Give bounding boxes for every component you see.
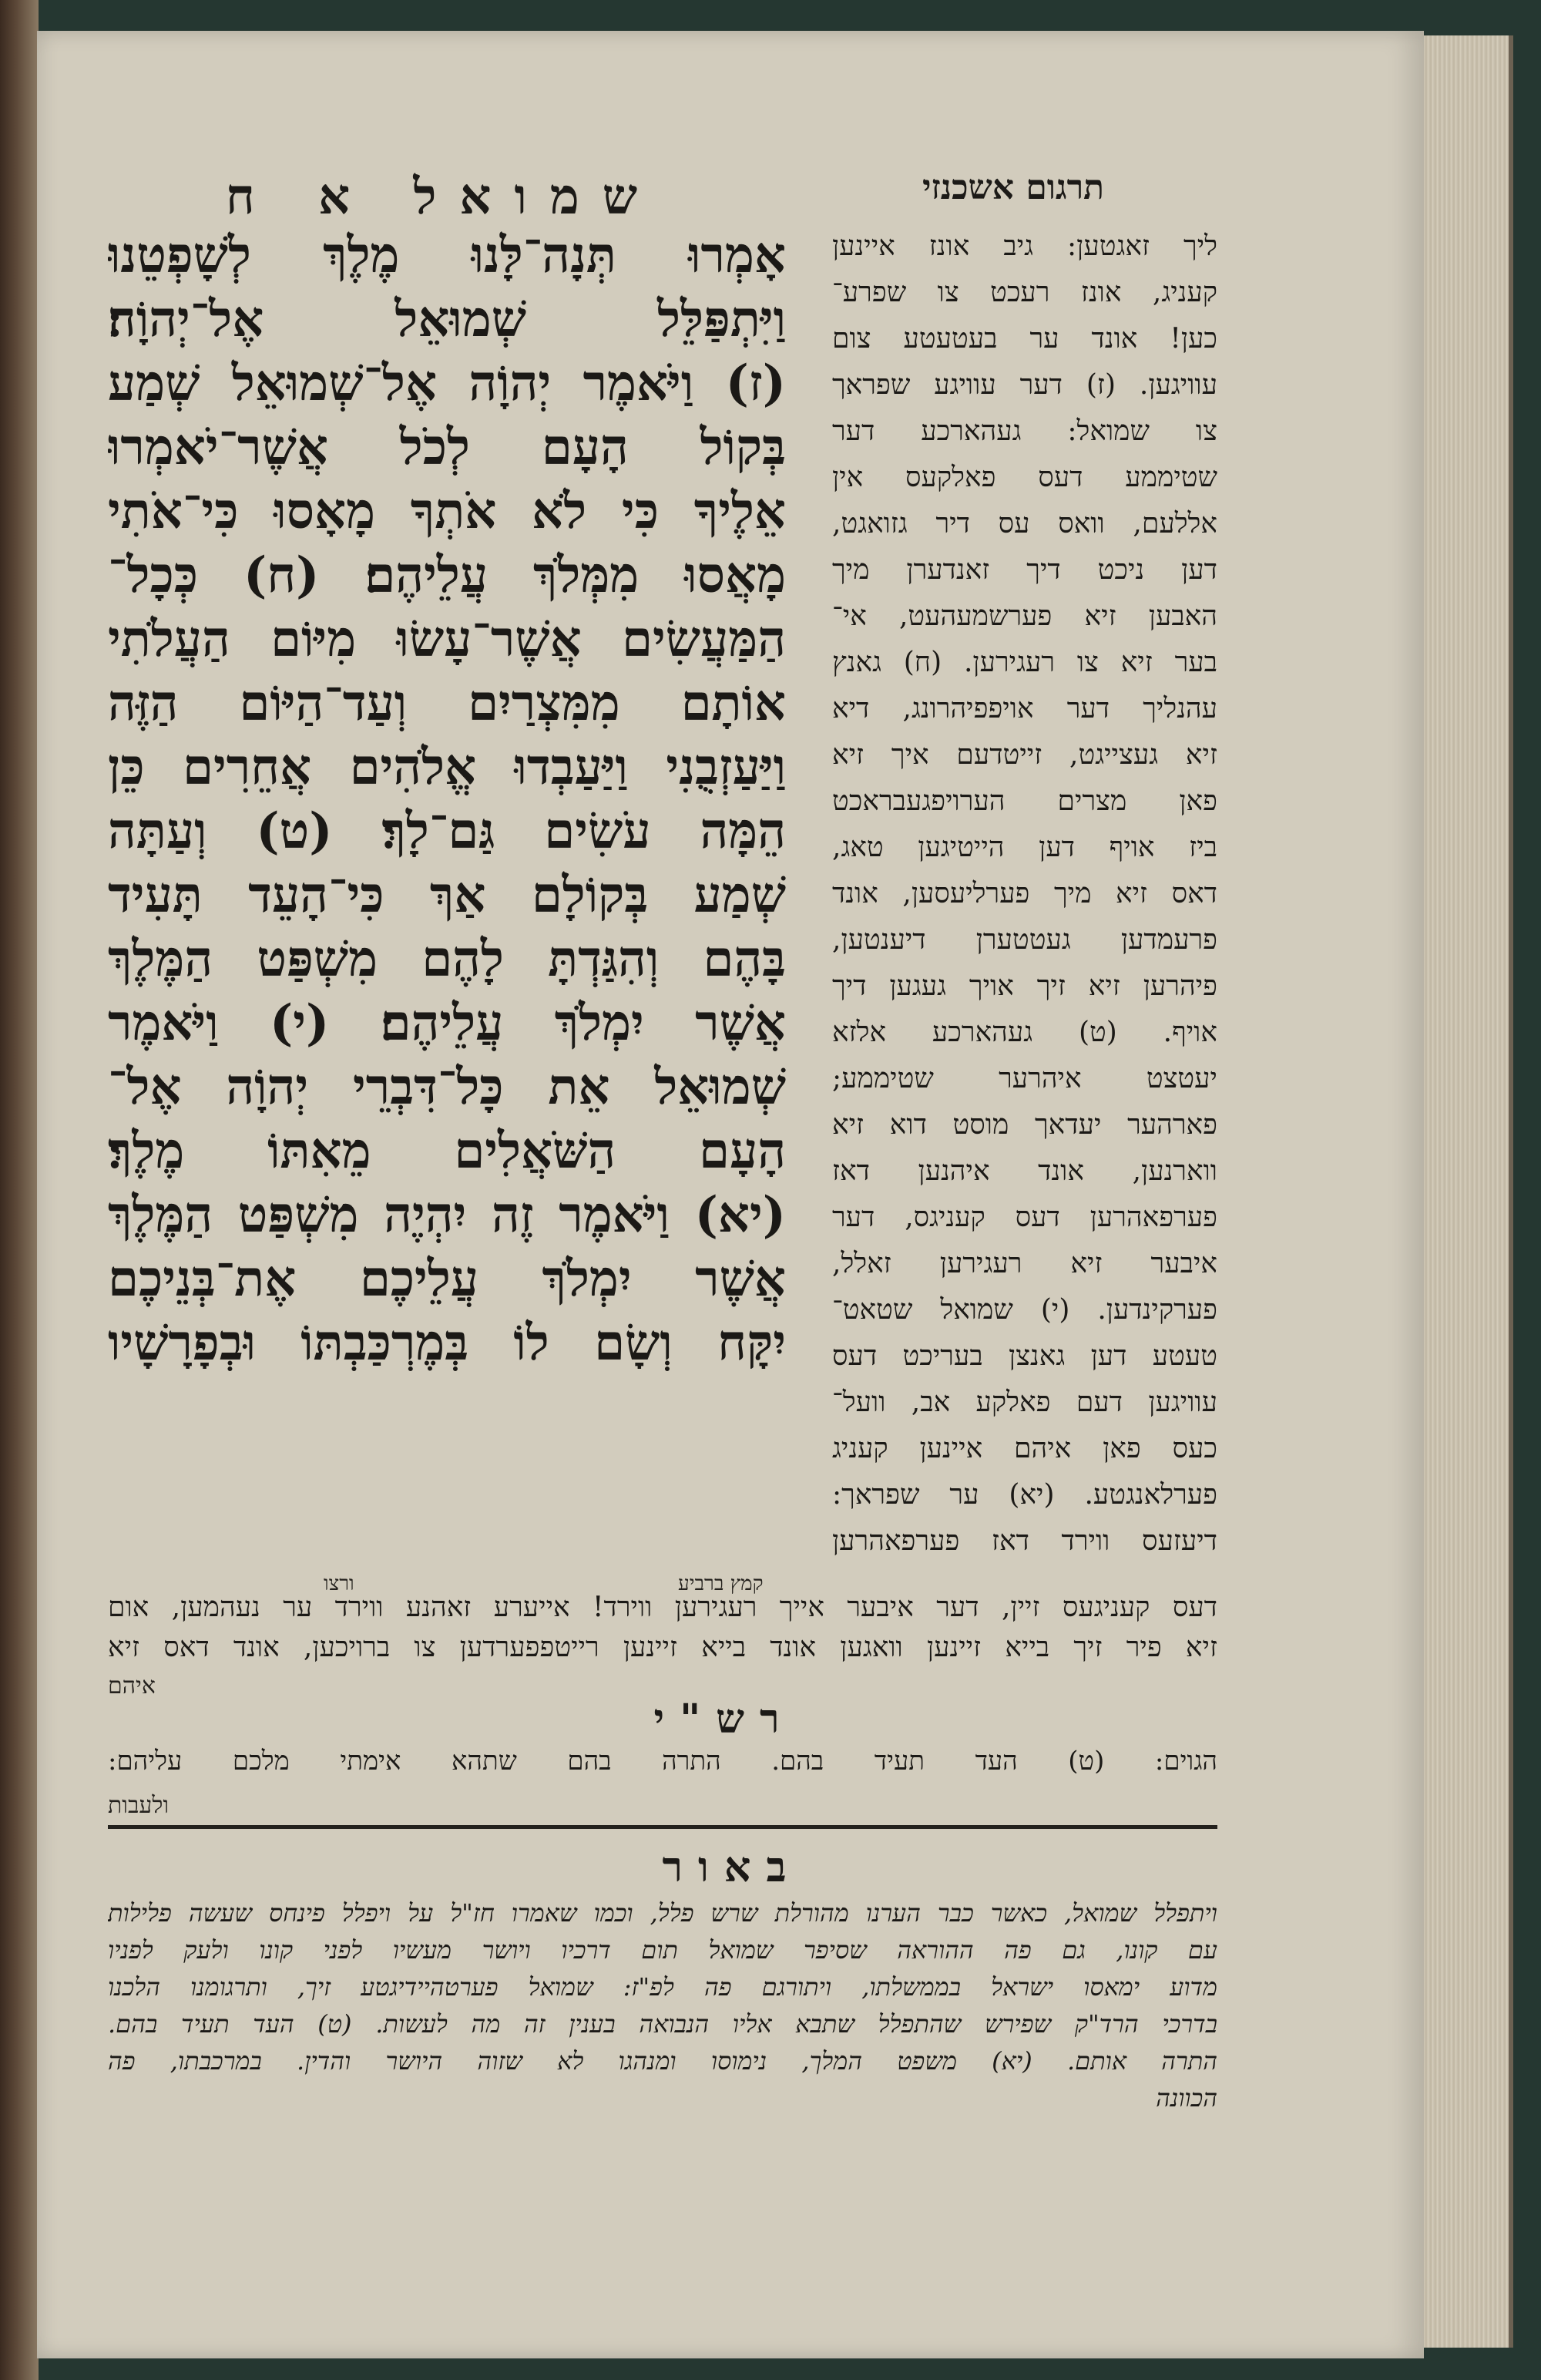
translation-line: טעטע דען גאנצן בעריכט דעס xyxy=(832,1340,1217,1372)
bible-catchword: ורצו xyxy=(324,1572,354,1595)
bible-line: הַמַּעֲשִׂים אֲשֶׁר־עָשׂוּ מִיּוֹם הַעֲלֹתִי xyxy=(108,610,786,668)
bible-line: אֲשֶׁר יִמְלֹךְ עֲלֵיהֶם׃ (י) וַיֹּאמֶר xyxy=(108,994,786,1052)
translation-line: כעס פאן איהם איינען קעניג xyxy=(832,1433,1217,1464)
bible-line: וַיַּעַזְבֻנִי וַיַּעַבְדוּ אֱלֹהִים אֲחֵרִים כֵּן xyxy=(108,738,786,796)
bible-line: אֲשֶׁר יִמְלֹךְ עֲלֵיכֶם אֶת־בְּנֵיכֶם xyxy=(108,1250,786,1308)
bible-line: (ז) וַיֹּאמֶר יְהוָֹה אֶל־שְׁמוּאֵל שְׁמַע xyxy=(108,355,786,412)
bible-line: בְּקוֹל הָעָם לְכֹל אֲשֶׁר־יֹאמְרוּ xyxy=(108,419,786,476)
translation-line: דען ניכט דיך זאנדערן מיך xyxy=(832,554,1217,586)
bible-line: מָאֲסוּ מִמְּלֹךְ עֲלֵיהֶם׃ (ח) כְּכָל־ xyxy=(108,546,786,604)
bible-line: בָּהֶם וְהִגַּדְתָּ לָהֶם מִשְׁפַּט הַמֶּלֶךְ xyxy=(108,930,786,988)
translation-line: כען! אונד ער בעטעטע צום xyxy=(832,323,1217,355)
biur-commentary xyxy=(108,1894,1217,2116)
translation-line: ביז אויף דען הייטיגען טאג, xyxy=(832,832,1217,863)
bible-line: הֵמָּה עֹשִׂים גַּם־לָךְ׃ (ט) וְעַתָּה xyxy=(108,802,786,860)
rashi-catchword: ולעבות xyxy=(108,1792,170,1819)
translation-line: פארהער יעדאך מוסט דוא זיא xyxy=(832,1109,1217,1141)
bible-line: (יא) וַיֹּאמֶר זֶה יִהְיֶה מִשְׁפַּט הַמֶּלֶךְ xyxy=(108,1186,786,1244)
translation-line: פערקינדען. (י) שמואל שטאט־ xyxy=(832,1294,1217,1326)
translation-line: בער זיא צו רעגירען. (ח) גאנץ xyxy=(832,647,1217,678)
translation-title-header: תרגום אשכנזי xyxy=(922,168,1105,207)
translation-full-line: דעס קעניגעס זיין, דער איבער אייך רעגירען ווירד! אייערע זאהנע ווירד ער נעהמען, אום xyxy=(108,1592,1217,1623)
translation-line: שטיממע דעס פאלקעס אין xyxy=(832,462,1217,493)
bible-line: אָמְרוּ תְּנָה־לָּנוּ מֶלֶךְ לְשָׁפְטֵנוּ xyxy=(108,227,786,284)
translation-line: דאס זיא מיך פערליעסען, אונד xyxy=(832,878,1217,909)
translation-line: אללעם, וואס עס דיר גזואגט, xyxy=(832,508,1217,540)
translation-line: יעטצט איהרער שטיממע; xyxy=(832,1063,1217,1094)
translation-line: קעניג, אונז רעכט צו שפרע־ xyxy=(832,277,1217,308)
bible-line: שְׁמוּאֵל אֵת כָּל־דִּבְרֵי יְהוָֹה אֶל־ xyxy=(108,1058,786,1116)
translation-line: פרעמדען געטטערן דיענטען, xyxy=(832,924,1217,956)
translation-line: איבער זיא רעגירען זאלל, xyxy=(832,1248,1217,1279)
translation-line: פאן מצרים הערויפגעבראכט xyxy=(832,785,1217,817)
translation-line: פערפאהרען דעס קעניגס, דער xyxy=(832,1202,1217,1233)
book-title-header: שמואל א ח xyxy=(225,168,661,226)
translation-line: ווארנען, אונד איהנען דאז xyxy=(832,1155,1217,1187)
translation-line: עוויגען. (ז) דער עוויגע שפראך xyxy=(832,369,1217,401)
translation-line: זיא געצייגט, זייטדעם איך זיא xyxy=(832,739,1217,771)
section-divider xyxy=(108,1825,1217,1829)
translation-full-line: זיא פיר זיך בייא זיינען וואגען אונד בייא זיינען רייטפפערדען צו ברויכען, אונד דאס זיא xyxy=(108,1632,1217,1663)
translation-line: ליך זאגטען: גיב אונז איינען xyxy=(832,230,1217,262)
translation-line: אויף. (ט) געהארכע אלזא xyxy=(832,1017,1217,1048)
translation-line: פערלאנגטע. (יא) ער שפראך: xyxy=(832,1479,1217,1511)
translation-line: פיהרען זיא זיך אויך געגען דיך xyxy=(832,970,1217,1002)
bible-line: שְׁמַע בְּקוֹלָם אַךְ כִּי־הָעֵד תָּעִיד xyxy=(108,866,786,924)
biur-line: הכוונה xyxy=(1156,2083,1217,2113)
biur-line: ויתפלל שמואל, כאשר כבר הערנו מהורלת שרש פלל, וכמו שאמרו חז"ל על ויפלל פינחס שעשה פלילות xyxy=(108,1898,1217,1928)
page-edges xyxy=(1424,35,1513,2348)
biur-title: באור xyxy=(662,1842,802,1891)
translation-catchword: איהם xyxy=(108,1672,156,1699)
bible-line: הָעָם הַשֹּׁאֲלִים מֵאִתּוֹ מֶלֶךְ׃ xyxy=(108,1122,786,1180)
translation-line: דיעזעס ווירד דאז פערפאהרען xyxy=(832,1525,1217,1557)
rashi-title: רש"י xyxy=(653,1696,795,1743)
translation-line: צו שמואל: געהארכע דער xyxy=(832,415,1217,447)
translation-text-column xyxy=(832,224,1217,1565)
biur-line: התרה אותם. (יא) משפט המלך, נימוסו ומנהגו לא שזוה היושר והדין. במרכבתו, פה xyxy=(108,2046,1217,2076)
biur-line: בדרכי הרד"ק שפירש שהתפלל שתבא אליו הנבואה בענין זה מה לעשות. (ט) העד תעיד בהם. xyxy=(108,2009,1217,2039)
book-binding-left xyxy=(0,0,39,2380)
rashi-commentary: הגוים: (ט) העד תעיד בהם. התרה בהם שתהא אימתי מלכם עליהם: xyxy=(108,1746,1217,1777)
bible-line: יִקָּח וְשָׂם לוֹ בְּמֶרְכַּבְתּוֹ וּבְפָרָשָׁיו xyxy=(108,1314,786,1372)
biur-line: מדוע ימאסו ישראל בממשלתו, ויתורגם פה לפ"ז: שמואל פערטהיידיגטע זיך, ותרגומנו הלכנו xyxy=(108,1972,1217,2002)
bible-text-column xyxy=(108,224,786,1375)
translation-line: האבען זיא פערשמעהעט, אי־ xyxy=(832,600,1217,632)
bible-line: אוֹתָם מִמִּצְרַיִם וְעַד־הַיּוֹם הַזֶּה xyxy=(108,674,786,732)
translation-line: עוויגען דעם פאלקע אב, וועל־ xyxy=(832,1387,1217,1418)
translation-line: עהנליך דער אויפפיהרונג, דיא xyxy=(832,693,1217,724)
biur-line: עם קונו, גם פה ההוראה שסיפר שמואל תום דרכיו ויושר מעשיו לפני קונו ולעק לפניו xyxy=(108,1935,1217,1965)
bible-line: וַיִּתְפַּלֵּל שְׁמוּאֵל אֶל־יְהוָֹה׃ xyxy=(108,291,786,348)
bible-line: אֵלֶיךָ כִּי לֹא אֹתְךָ מָאָסוּ כִּי־אֹתִי xyxy=(108,482,786,540)
masoretic-note: קמץ ברביע xyxy=(678,1572,764,1595)
